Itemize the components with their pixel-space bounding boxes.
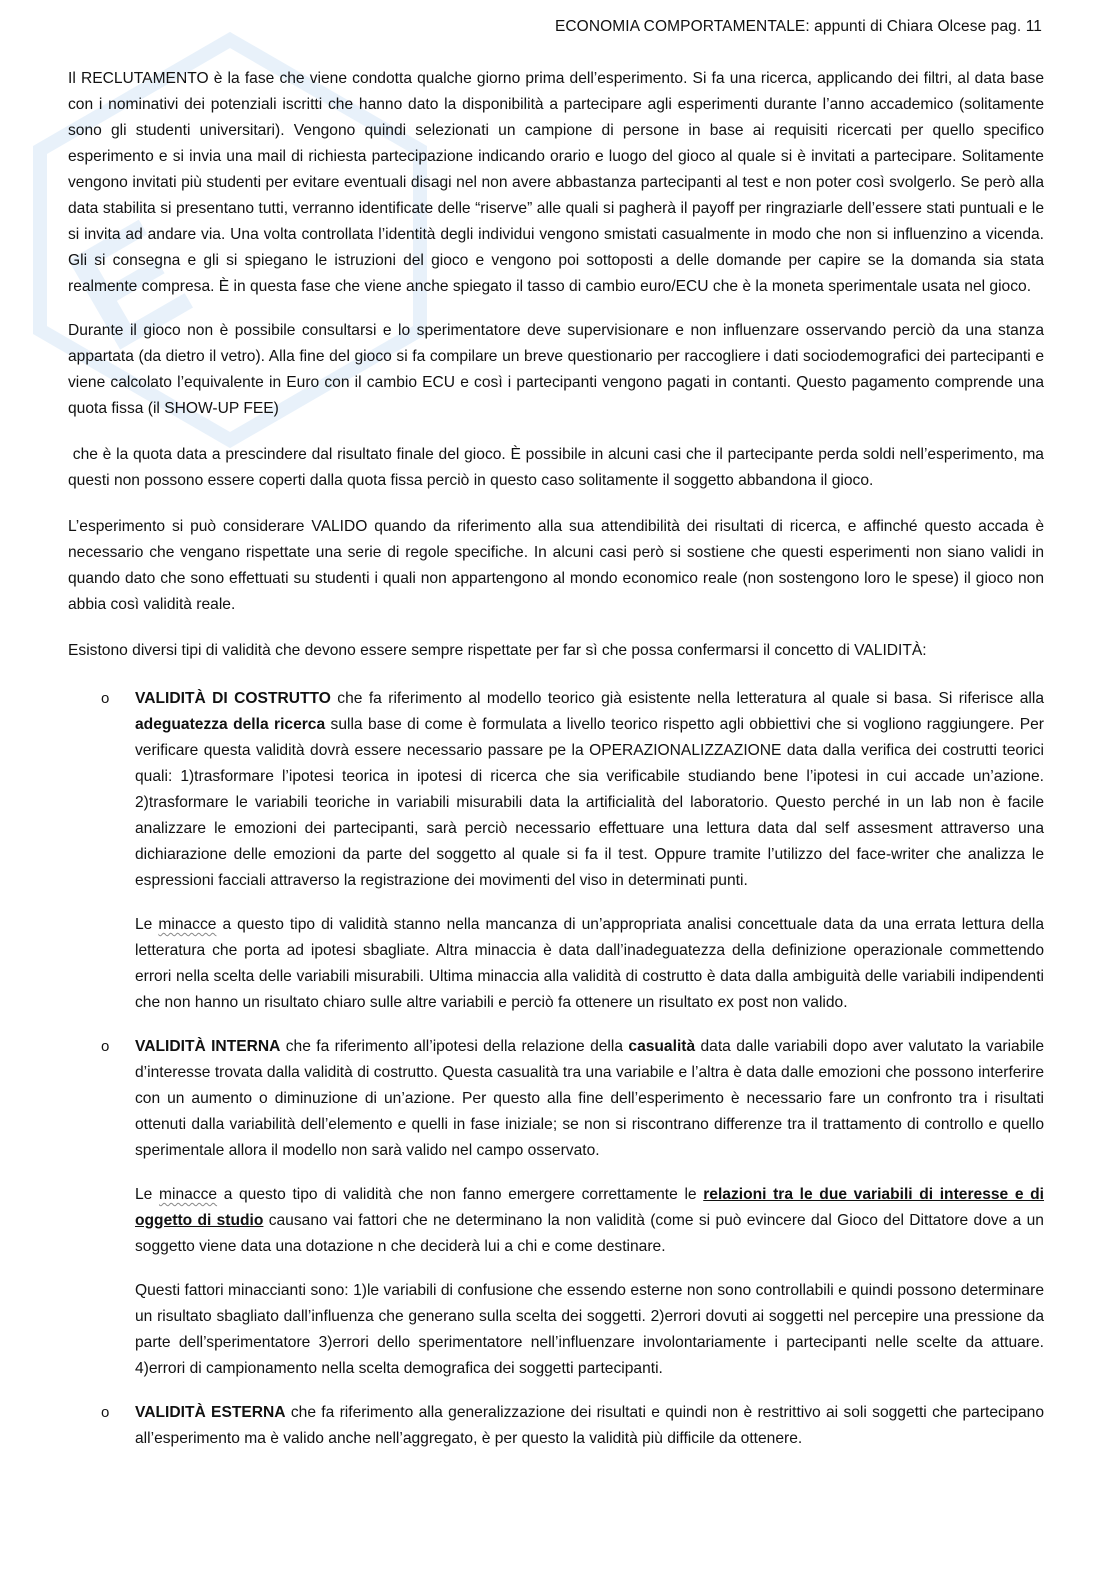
- list-item-text: [135, 1034, 1044, 1164]
- term-validita-interna: VALIDITÀ INTERNA: [135, 1038, 281, 1055]
- term-minacce: minacce: [158, 1186, 218, 1203]
- list-item: [68, 1400, 1044, 1452]
- text-span: Le: [135, 916, 159, 933]
- paragraph-validita: L’esperimento si può considerare VALIDO quando da riferimento alla sua attendibilità dei risultati di ricerca, e affinché questo accada è necessario che vengano rispettate una serie di regole specifiche. In alcuni casi però si sostiene che questi esperimenti non siano validi in quando dato che sono effettuati su studenti i quali non appartengono al mondo economico reale (non sostengono loro le spese) il gioco non abbia così validità reale.: [68, 518, 1044, 613]
- list-item-text: [135, 686, 1044, 894]
- term-casualita: casualità: [628, 1038, 696, 1055]
- page-header: ECONOMIA COMPORTAMENTALE: appunti di Chiara Olcese pag. 11: [554, 18, 1042, 35]
- list-item-text: [135, 1400, 1044, 1452]
- text-span: causano vai fattori che ne determinano la non validità (come si può evincere dal Gioco del Dittatore dove a un soggetto viene data una dotazione n che deciderà lui a chi e come destinare.: [135, 1212, 1044, 1255]
- text-span: sulla base di come è formulata a livello teorico rispetto agli obbiettivi che si vogliono raggiungere. Per verificare questa validità dovrà essere necessario passare pe la OPERAZIONALIZZAZIONE data dalla verifica dei costrutti teorici quali: 1)trasformare l’ipotesi teorica in ipotesi di ricerca che sia verificabile studiando bene l’ipotesi in cui accade un’azione. 2)trasformare le variabili teoriche in variabili misurabili data la artificialità del laboratorio. Questo perché in un lab non è facile analizzare le emozioni dei partecipanti, sarà perciò necessario effettuare una lettura data dal self assesment attraverso una dichiarazione delle emozioni da parte del soggetto al quale si fa il test. Oppure tramite l’utilizzo del face-writer che analizza le espressioni facciali attraverso la registrazione dei movimenti del viso in determinati punti.: [135, 716, 1044, 889]
- paragraph-tipi-validita: Esistono diversi tipi di validità che devono essere sempre rispettate per far sì che possa confermarsi il concetto di VALIDITÀ:: [68, 642, 927, 659]
- text-span: a questo tipo di validità che non fanno emergere correttamente le: [217, 1186, 704, 1203]
- list-item: [68, 1034, 1044, 1382]
- term-adeguatezza: adeguatezza della ricerca: [135, 716, 326, 733]
- text-span: Le: [135, 1186, 159, 1203]
- paragraph-durante-il-gioco: Durante il gioco non è possibile consultarsi e lo sperimentatore deve supervisionare e non influenzare osservando perciò da una stanza appartata (da dietro il vetro). Alla fine del gioco si fa compilare un breve questionario per raccogliere i dati sociodemografici dei partecipanti e viene calcolato l’equivalente in Euro con il cambio ECU e così i partecipanti vengono pagati in contanti. Questo pagamento comprende una quota fissa (il SHOW-UP FEE): [68, 322, 1044, 417]
- bullet-marker: o: [101, 1038, 110, 1055]
- list-item-text: [135, 1182, 1044, 1260]
- text-span: a questo tipo di validità stanno nella mancanza di un’appropriata analisi concettuale data da una errata lettura della letteratura che porta ad ipotesi sbagliate. Altra minaccia è data dall’inadeguatezza della definizione operazionale commettendo errori nella scelta delle variabili misurabili. Ultima minaccia alla validità di costrutto è data dalla ambiguità delle variabili indipendenti che non hanno un risultato chiaro sulle altre variabili e perciò fa ottenere un risultato ex post non valido.: [135, 916, 1044, 1011]
- text-span: che fa riferimento alla generalizzazione dei risultati e quindi non è restrittivo ai soli soggetti che partecipano all’esperimento ma è valido anche nell’aggregato, è per questo la validità più difficile da ottenere.: [135, 1404, 1044, 1447]
- term-relazioni: relazioni tra le due variabili di interesse e di oggetto di studio: [135, 1186, 1045, 1229]
- term-validita-esterna: VALIDITÀ ESTERNA: [135, 1404, 286, 1421]
- list-item-text: Questi fattori minaccianti sono: 1)le variabili di confusione che essendo esterne non sono controllabili e quindi possono determinare un risultato sbagliato dall’influenza che generano sulla scelta dei soggetti. 2)errori dovuti ai soggetti nel percepire una pressione da parte dell’sperimentatore 3)errori dello sperimentatore nell’influenzare involontariamente i partecipanti nelle scelte da attuare. 4)errori di campionamento nella scelta demografica dei soggetti partecipanti.: [135, 1282, 1044, 1377]
- term-minacce: minacce: [158, 916, 217, 933]
- term-validita-costrutto: VALIDITÀ DI COSTRUTTO: [135, 690, 331, 707]
- bullet-marker: o: [101, 1404, 110, 1421]
- bullet-marker: o: [101, 690, 110, 707]
- svg-text:E: E: [43, 186, 215, 383]
- text-span: che fa riferimento al modello teorico già esistente nella letteratura al quale si basa. Si riferisce alla: [330, 690, 1044, 707]
- document-body: [68, 66, 1049, 1470]
- validity-list: [68, 686, 1044, 1452]
- list-item-text: [135, 912, 1044, 1016]
- paragraph-reclutamento: Il RECLUTAMENTO è la fase che viene condotta qualche giorno prima dell’esperimento. Si fa una ricerca, applicando dei filtri, al data base con i nominativi dei potenziali iscritti che hanno dato la disponibilità a partecipare agli esperimenti durante l’anno accademico (solitamente sono gli studenti universitari). Vengono quindi selezionati un campione di persone in base ai requisiti ricercati per quello specifico esperimento e si invia una mail di richiesta partecipazione indicando orario e luogo del gioco al quale si è invitati a partecipare. Solitamente vengono invitati più studenti per evitare eventuali disagi nel non avere abbastanza partecipanti al test e non poter così svolgerlo. Se però alla data stabilita si presentano tutti, verranno identificate delle “riserve” alle quali si pagherà il payoff per ringraziarle dell’essere stati puntuali e le si invita ad andare via. Una volta controllata l’identità degli individui vengono smistati casualmente in modo che non si influenzino a vicenda. Gli si consegna e gli si spiegano le istruzioni del gioco e vengono poi sottoposti a delle domande per capire se la domanda sia stata realmente compresa. È in questa fase che viene anche spiegato il tasso di cambio euro/ECU che è la moneta sperimentale usata nel gioco.: [68, 70, 1044, 295]
- text-span: che fa riferimento all’ipotesi della relazione della: [280, 1038, 629, 1055]
- paragraph-show-up-fee: che è la quota data a prescindere dal risultato finale del gioco. È possibile in alcuni casi che il partecipante perda soldi nell’esperimento, ma questi non possono essere coperti dalla quota fissa perciò in questo caso solitamente il soggetto abbandona il gioco.: [68, 446, 1049, 489]
- text-span: data dalle variabili dopo aver valutato la variabile d’interesse trovata dalla validità di costrutto. Questa casualità tra una variabile e l’altra è data dalle emozioni che possono interferire con un aumento o diminuzione di un’azione. Per questo alla fine dell’esperimento è necessario fare un confronto tra i risultati ottenuti dalla variabilità dell’elemento e quelli in fase iniziale; se non si riscontrano differenze tra il trattamento di controllo e quello sperimentale allora il modello non sarà valido nel campo osservato.: [135, 1038, 1045, 1159]
- list-item: [68, 686, 1044, 1016]
